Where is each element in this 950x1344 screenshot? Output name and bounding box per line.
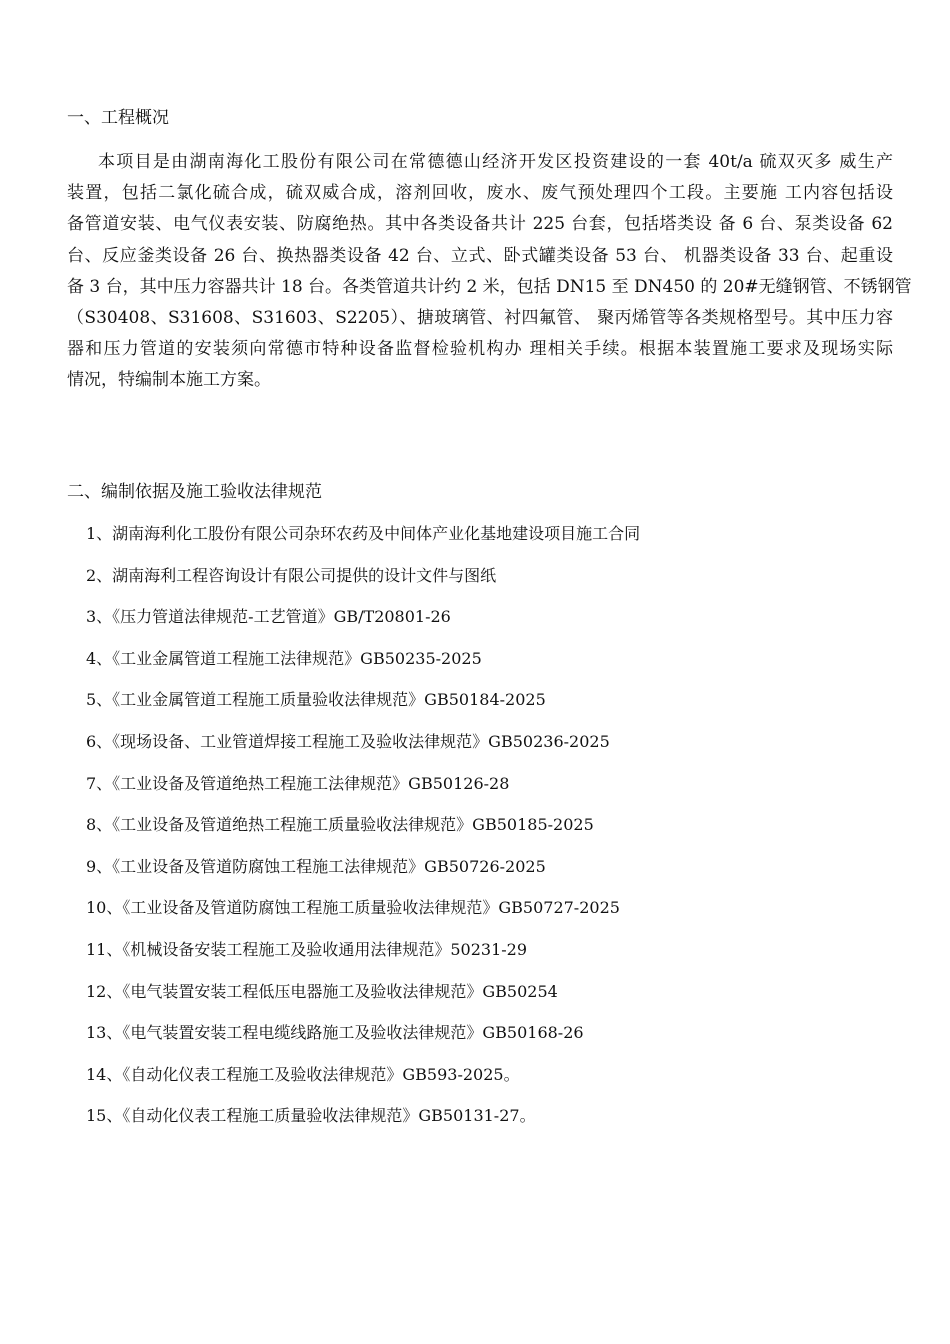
list-item: 4、《工业金属管道工程施工法律规范》GB50235-2025 [86,648,482,668]
list-item: 1、湖南海利化工股份有限公司杂环农药及中间体产业化基地建设项目施工合同 [86,524,641,543]
list-item: 13、《电气装置安装工程电缆线路施工及验收法律规范》GB50168-26 [86,1023,584,1043]
paragraph-line: 备管道安装、电气仪表安装、防腐绝热。其中各类设备共计 225 台套，包括塔类设 备 6 台、泵类设备 62 [67,214,893,235]
paragraph-line: 台、反应釜类设备 26 台、换热器类设备 42 台、立式、卧式罐类设备 53 台、 机器类设备 33 台、起重设 [67,245,893,266]
reference-list [86,522,906,1146]
list-item: 2、湖南海利工程咨询设计有限公司提供的设计文件与图纸 [86,565,497,585]
paragraph-line: 本项目是由湖南海化工股份有限公司在常德德山经济开发区投资建设的一套 40t/a 硫双灭多 威生产 [98,152,893,172]
list-item: 8、《工业设备及管道绝热工程施工质量验收法律规范》GB50185-2025 [86,815,594,835]
paragraph-line: （S30408、S31608、S31603、S2205）、搪玻璃管、衬四氟管、 聚丙烯管等各类规格型号。其中压力容 [67,307,893,328]
list-item: 3、《压力管道法律规范-工艺管道》GB/T20801-26 [86,607,451,627]
list-item: 15、《自动化仪表工程施工质量验收法律规范》GB50131-27。 [86,1106,536,1126]
overview-paragraph [67,147,912,397]
list-item: 11、《机械设备安装工程施工及验收通用法律规范》50231-29 [86,939,528,959]
list-item: 5、《工业金属管道工程施工质量验收法律规范》GB50184-2025 [86,690,546,710]
list-item: 14、《自动化仪表工程施工及验收法律规范》GB593-2025。 [86,1064,520,1084]
section-heading-references: 二、编制依据及施工验收法律规范 [67,482,322,502]
list-item: 9、《工业设备及管道防腐蚀工程施工法律规范》GB50726-2025 [86,856,546,876]
paragraph-line: 情况，特编制本施工方案。 [67,370,271,391]
paragraph-line: 备 3 台，其中压力容器共计 18 台。各类管道共计约 2 米，包括 DN15 至 DN450 的 20#无缝钢管、不锈钢管 [67,276,912,297]
paragraph-line: 装置，包括二氯化硫合成，硫双威合成，溶剂回收，废水、废气预处理四个工段。主要施 工内容包括设 [67,183,893,204]
section-heading-overview: 一、工程概况 [67,108,169,128]
list-item: 10、《工业设备及管道防腐蚀工程施工质量验收法律规范》GB50727-2025 [86,898,620,918]
list-item: 7、《工业设备及管道绝热工程施工法律规范》GB50126-28 [86,773,510,793]
list-item: 6、《现场设备、工业管道焊接工程施工及验收法律规范》GB50236-2025 [86,731,610,751]
paragraph-line: 器和压力管道的安装须向常德市特种设备监督检验机构办 理相关手续。根据本装置施工要求及现场实际 [67,339,893,360]
list-item: 12、《电气装置安装工程低压电器施工及验收法律规范》GB50254 [86,981,558,1001]
